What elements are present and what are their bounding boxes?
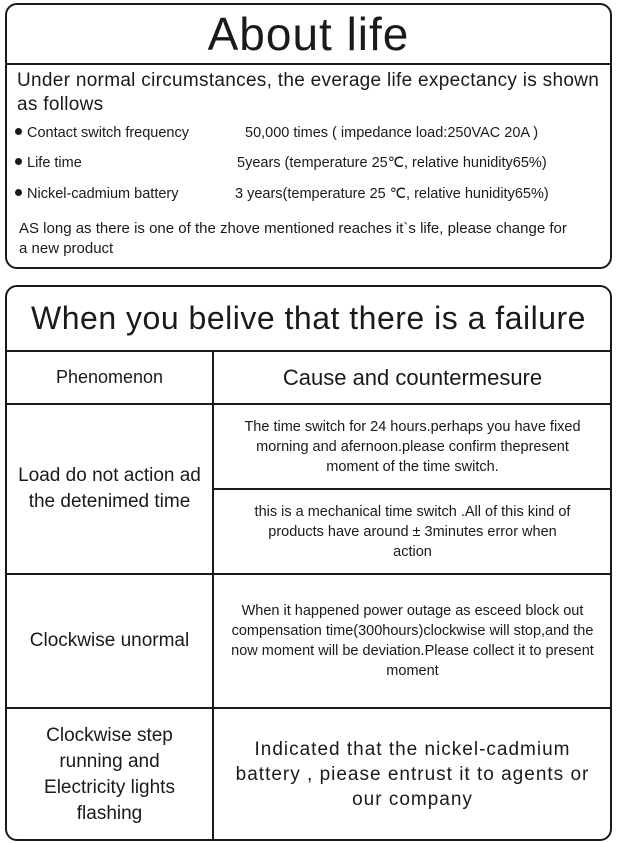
- life-item-label: Contact switch frequency: [27, 125, 189, 141]
- table-row-cause: The time switch for 24 hours.perhaps you have fixed morning and afernoon.please confirm thepresent moment of the time switch.: [244, 418, 581, 475]
- table-row-cause: this is a mechanical time switch .All of this kind of products have around ± 3minutes error when action: [254, 503, 571, 560]
- failure-panel: [5, 285, 612, 841]
- life-item-battery: [15, 186, 549, 202]
- table-row-phenomenon: Load do not action ad the detenimed time: [18, 465, 201, 512]
- table-row-phenomenon: Clockwise unormal: [29, 630, 190, 651]
- header-phenomenon: Phenomenon: [55, 367, 164, 387]
- table-row-cause: Indicated that the nickel-cadmium battery , piease entrust it to agents or our company: [235, 739, 590, 810]
- life-item-value: 5years (temperature 25℃, relative hunidity65%): [237, 155, 547, 171]
- failure-title: When you belive that there is a failure: [7, 287, 610, 352]
- header-cause: Cause and countermesure: [282, 364, 543, 390]
- bullet-icon: [15, 189, 22, 196]
- life-item-value: 3 years(temperature 25 ℃, relative hunidity65%): [235, 186, 549, 202]
- life-item-value: 50,000 times ( impedance load:250VAC 20A ): [245, 125, 539, 141]
- table-row-cause: When it happened power outage as esceed block out compensation time(300hours)clockwise will stop,and the now moment will be deviation.Please collect it to present moment: [231, 603, 594, 679]
- intro-text: Under normal circumstances, the everage life expectancy is shown as follows: [17, 70, 600, 115]
- life-item-label: Life time: [27, 155, 82, 171]
- about-life-title: About life: [7, 5, 610, 65]
- life-item-contact-switch: [15, 125, 539, 141]
- table-row-phenomenon: Clockwise step running and Electricity lights flashing: [44, 724, 175, 824]
- bullet-icon: [15, 158, 22, 165]
- about-life-panel: [5, 3, 612, 269]
- life-item-label: Nickel-cadmium battery: [27, 186, 179, 202]
- replacement-note: AS long as there is one of the zhove mentioned reaches it`s life, please change for a new product: [19, 220, 567, 257]
- bullet-icon: [15, 128, 22, 135]
- life-item-life-time: [15, 155, 547, 171]
